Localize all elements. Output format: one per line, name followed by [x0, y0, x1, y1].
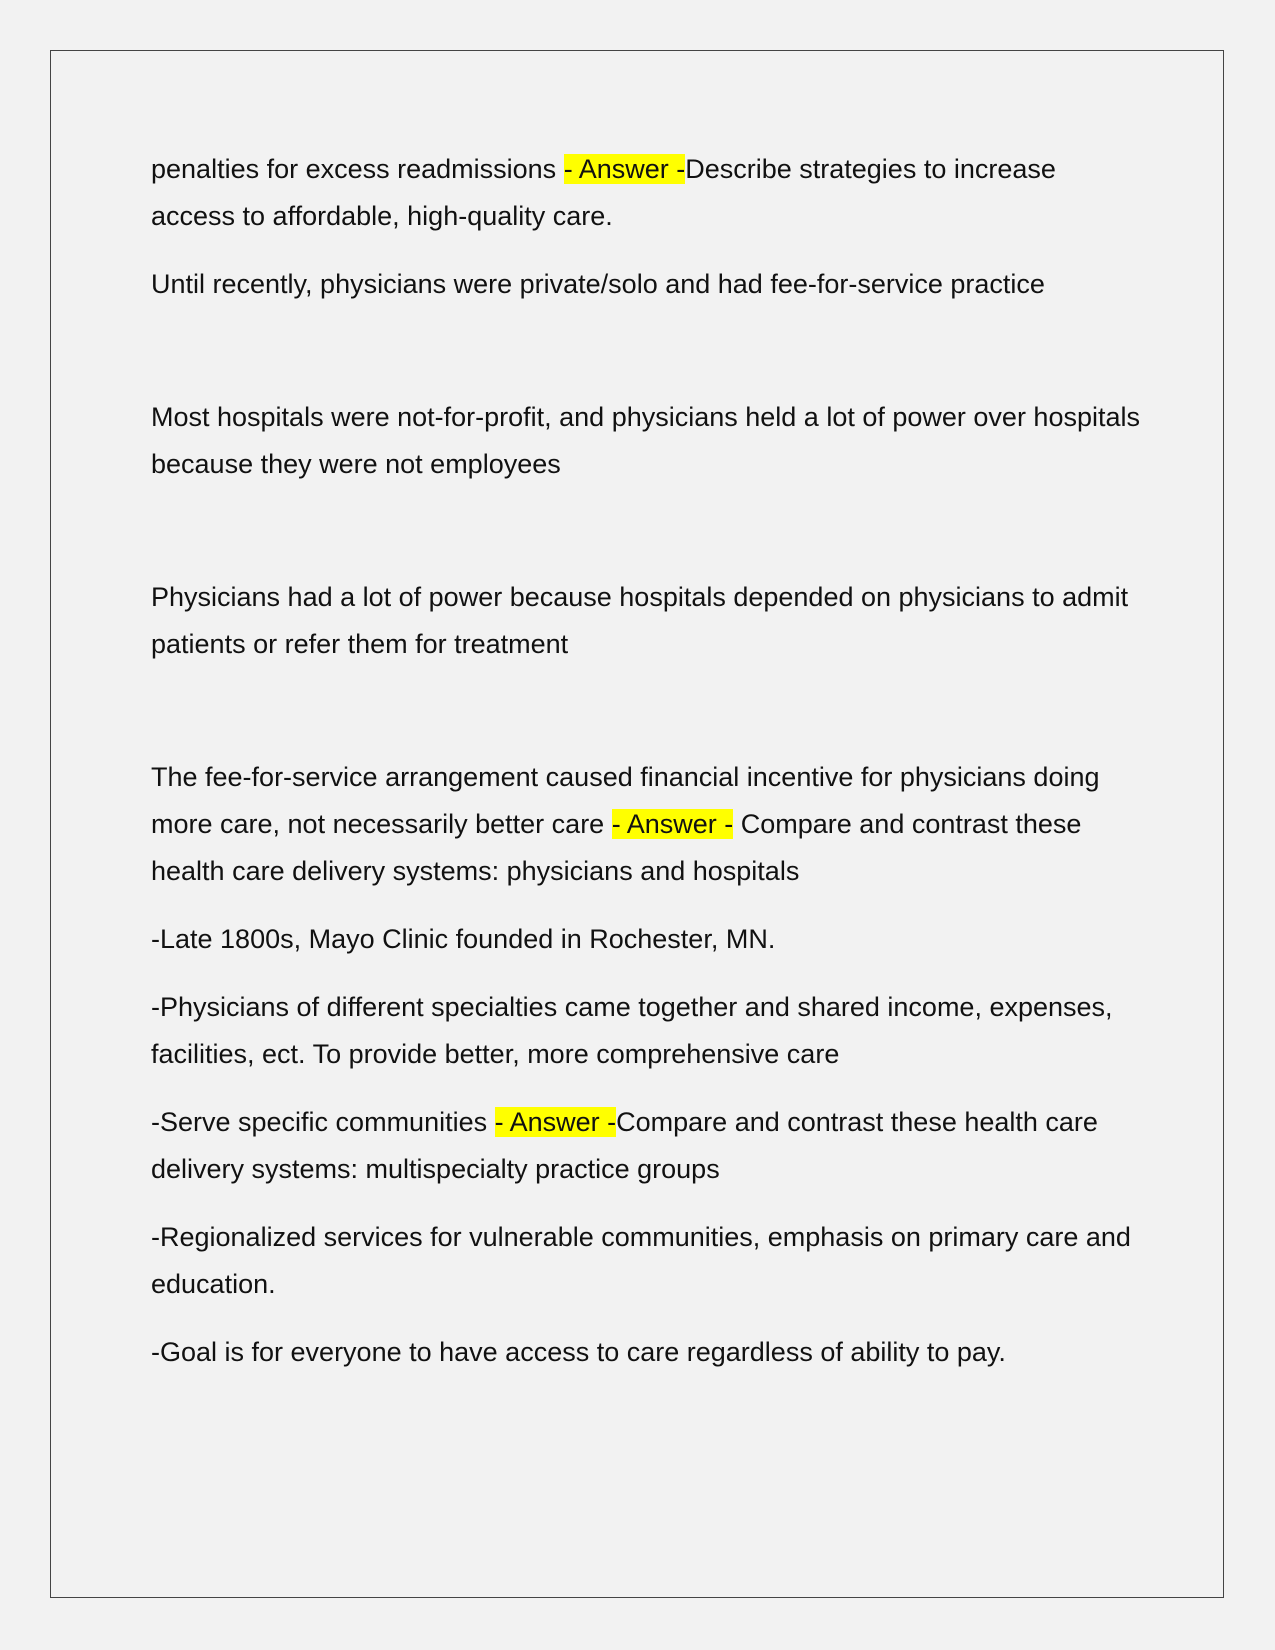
text-segment: -Regionalized services for vulnerable communities, emphasis on primary care and education.	[151, 1222, 1131, 1299]
paragraph	[151, 1329, 1141, 1376]
text-segment: -Serve specific communities	[151, 1107, 495, 1137]
text-segment: -Physicians of different specialties came together and shared income, expenses, facilities, ect. To provide better, more comprehensive care	[151, 992, 1113, 1069]
text-segment: -Goal is for everyone to have access to care regardless of ability to pay.	[151, 1337, 1006, 1367]
text-segment: penalties for excess readmissions	[151, 154, 564, 184]
answer-highlight: - Answer -	[563, 154, 686, 184]
text-segment: Describe strategies to increase access to affordable, high-quality care.	[151, 154, 1056, 231]
text-segment: The fee-for-service arrangement caused financial incentive for physicians doing more care, not necessarily better care	[151, 762, 1100, 839]
paragraph	[151, 574, 1141, 668]
paragraph	[151, 146, 1141, 240]
paragraph	[151, 394, 1141, 488]
paragraph	[151, 984, 1141, 1078]
text-segment: -Late 1800s, Mayo Clinic founded in Rochester, MN.	[151, 924, 776, 954]
paragraph	[151, 1214, 1141, 1308]
text-segment: Physicians had a lot of power because hospitals depended on physicians to admit patients or refer them for treatment	[151, 582, 1129, 659]
answer-highlight: - Answer -	[494, 1107, 617, 1137]
paragraph	[151, 261, 1141, 308]
text-segment: Compare and contrast these health care delivery systems: multispecialty practice groups	[151, 1107, 1098, 1184]
text-segment: Compare and contrast these health care delivery systems: physicians and hospitals	[151, 809, 1082, 886]
text-segment: Most hospitals were not-for-profit, and physicians held a lot of power over hospitals because they were not employees	[151, 402, 1140, 479]
answer-highlight: - Answer -	[611, 809, 734, 839]
text-segment: Until recently, physicians were private/solo and had fee-for-service practice	[151, 269, 1045, 299]
paragraph	[151, 754, 1141, 895]
document-body	[151, 146, 1141, 1397]
paragraph	[151, 916, 1141, 963]
paragraph	[151, 1099, 1141, 1193]
